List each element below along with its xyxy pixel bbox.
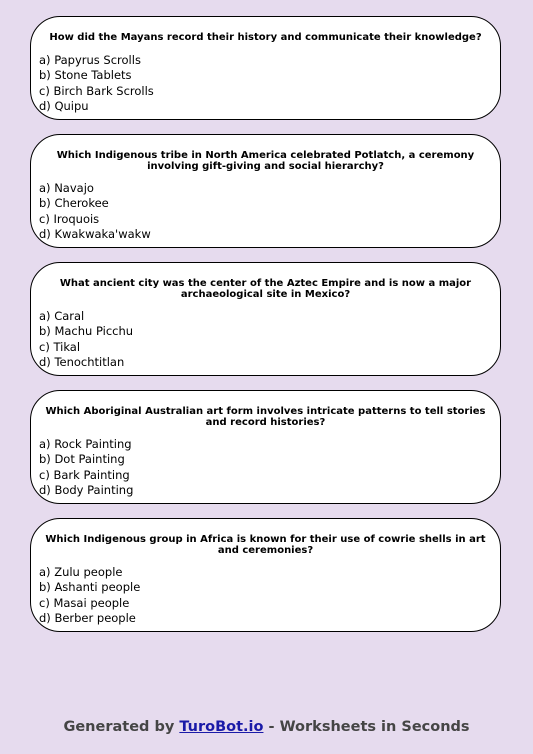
option-c[interactable]: c) Masai people [39,595,130,610]
question-text: Which Indigenous group in Africa is known for their use of cowrie shells in art and ceremonies? [45,534,486,556]
options-list [31,309,500,370]
footer-suffix: - Worksheets in Seconds [263,719,470,735]
question-card-1 [30,16,501,120]
option-a[interactable]: a) Papyrus Scrolls [39,53,141,67]
question-card-2 [30,134,501,248]
option-c[interactable]: c) Iroquois [39,211,100,226]
option-d[interactable]: d) Kwakwaka'wakw [39,226,151,241]
option-d[interactable]: d) Body Painting [39,482,134,497]
option-a[interactable]: a) Navajo [39,181,94,195]
footer [0,719,533,735]
option-b[interactable]: b) Ashanti people [39,580,141,595]
footer-prefix: Generated by [63,719,180,735]
option-c[interactable]: c) Birch Bark Scrolls [39,83,154,98]
option-c[interactable]: c) Tikal [39,339,81,354]
option-b[interactable]: b) Cherokee [39,196,109,211]
question-card-5 [30,518,501,632]
option-d[interactable]: d) Berber people [39,610,136,625]
option-b[interactable]: b) Machu Picchu [39,324,134,339]
question-text: What ancient city was the center of the Aztec Empire and is now a major archaeological site in Mexico? [59,278,472,300]
options-list [31,181,500,242]
option-a[interactable]: a) Caral [39,309,85,323]
question-card-4 [30,390,501,504]
options-list [31,565,500,626]
option-b[interactable]: b) Stone Tablets [39,68,132,83]
question-text: Which Indigenous tribe in North America celebrated Potlatch, a ceremony involving gift-giving and social hierarchy? [56,150,475,172]
option-c[interactable]: c) Bark Painting [39,467,130,482]
option-b[interactable]: b) Dot Painting [39,452,125,467]
question-text: Which Aboriginal Australian art form involves intricate patterns to tell stories and record histories? [45,406,486,428]
options-list [31,53,500,114]
option-d[interactable]: d) Quipu [39,98,89,113]
question-text: How did the Mayans record their history and communicate their knowledge? [49,32,482,43]
options-list [31,437,500,498]
option-d[interactable]: d) Tenochtitlan [39,354,125,369]
turobot-link[interactable]: TuroBot.io [179,719,264,735]
option-a[interactable]: a) Rock Painting [39,437,132,451]
option-a[interactable]: a) Zulu people [39,565,123,579]
question-card-3 [30,262,501,376]
